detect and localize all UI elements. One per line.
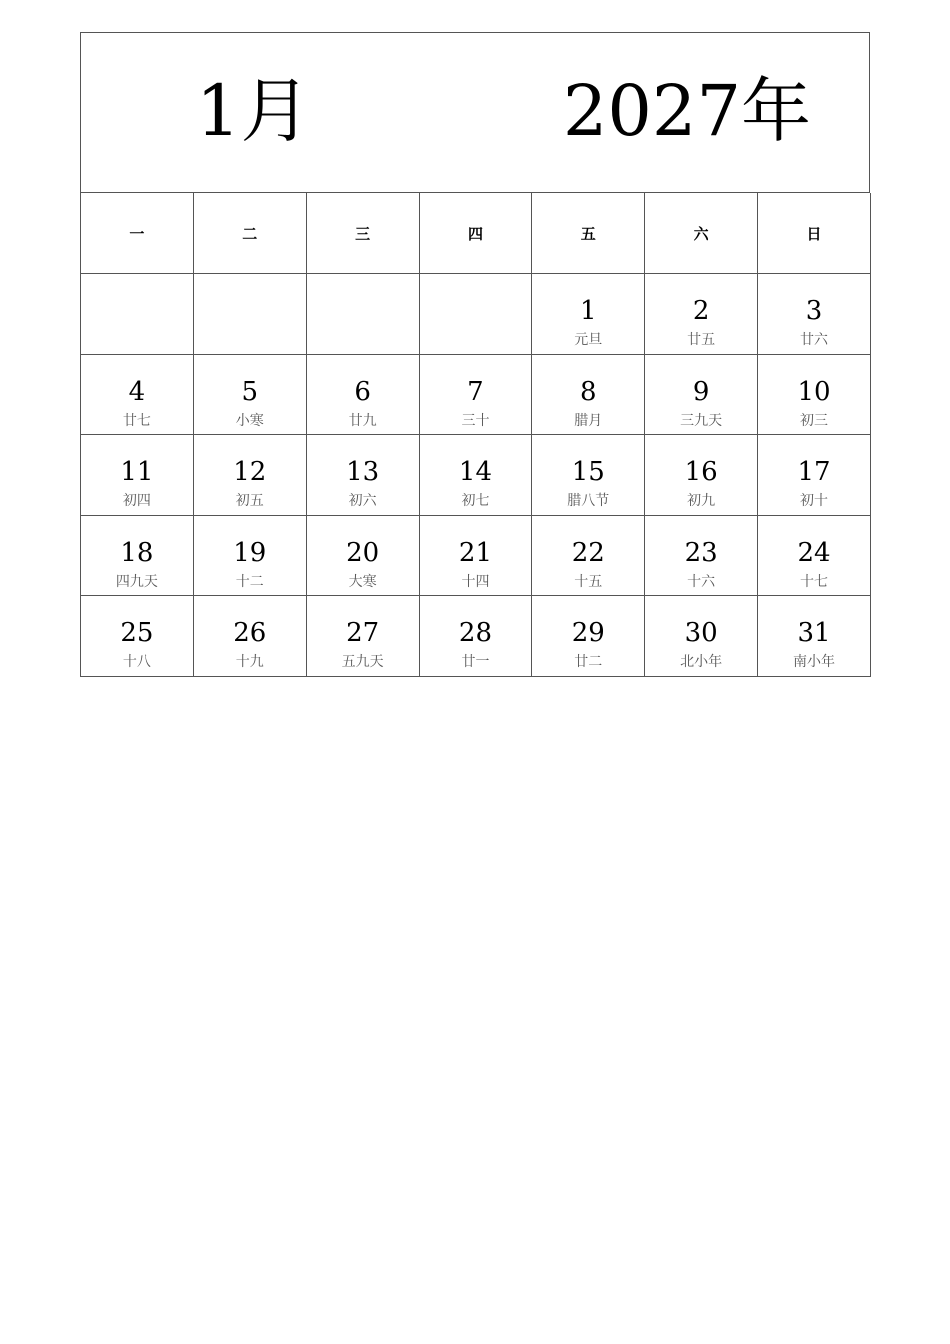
day-number: 25 (120, 618, 154, 649)
weekday-monday: 一 (81, 193, 194, 274)
day-cell (194, 596, 307, 677)
lunar-date: 三十 (461, 412, 490, 429)
day-number: 22 (571, 537, 605, 568)
lunar-date: 廿六 (799, 332, 828, 348)
lunar-date: 十八 (122, 654, 151, 671)
lunar-date: 三九天 (680, 412, 723, 429)
day-number: 30 (684, 618, 718, 649)
lunar-date: 腊月 (574, 412, 603, 429)
day-cell (420, 435, 533, 516)
lunar-date: 元旦 (574, 332, 603, 348)
weekday-thursday: 四 (420, 193, 533, 274)
month-title: 1月 (196, 70, 311, 152)
empty-day-cell (307, 274, 420, 355)
day-number: 28 (458, 618, 492, 649)
week-row (81, 596, 870, 677)
day-cell (307, 516, 420, 597)
lunar-date: 四九天 (115, 573, 158, 590)
day-cell (420, 596, 533, 677)
day-number: 23 (684, 537, 718, 568)
day-cell (645, 355, 758, 436)
lunar-date: 初九 (687, 493, 716, 510)
day-cell (645, 596, 758, 677)
day-cell (81, 355, 194, 436)
lunar-date: 十七 (799, 573, 828, 590)
day-number: 6 (354, 376, 371, 407)
week-row (81, 435, 870, 516)
day-cell (645, 435, 758, 516)
empty-day-cell (81, 274, 194, 355)
calendar-grid (81, 274, 870, 677)
lunar-date: 十四 (461, 573, 490, 590)
day-number: 15 (571, 457, 605, 488)
empty-day-cell (420, 274, 533, 355)
lunar-date: 廿九 (348, 412, 377, 429)
empty-day-cell (194, 274, 307, 355)
weekday-tuesday: 二 (194, 193, 307, 274)
day-cell (758, 435, 871, 516)
day-cell (194, 516, 307, 597)
day-number: 3 (805, 296, 823, 326)
day-cell (758, 355, 871, 436)
day-number: 5 (241, 376, 259, 407)
lunar-date: 腊八节 (567, 493, 610, 510)
day-cell (194, 435, 307, 516)
lunar-date: 大寒 (348, 573, 377, 590)
day-number: 26 (233, 618, 267, 649)
day-cell (81, 596, 194, 677)
day-cell (81, 516, 194, 597)
lunar-date: 十五 (574, 573, 603, 590)
lunar-date: 初三 (799, 412, 828, 429)
day-number: 11 (120, 457, 154, 488)
year-title: 2027年 (562, 70, 811, 152)
day-cell (758, 516, 871, 597)
day-number: 9 (692, 376, 710, 407)
lunar-date: 初五 (235, 493, 264, 510)
day-cell (81, 435, 194, 516)
day-number: 4 (128, 376, 146, 407)
day-cell (645, 274, 758, 355)
day-number: 17 (797, 457, 831, 488)
day-cell (645, 516, 758, 597)
day-cell (307, 596, 420, 677)
day-number: 12 (233, 457, 267, 488)
lunar-date: 北小年 (680, 654, 723, 671)
lunar-date: 廿二 (574, 654, 603, 671)
weekday-saturday: 六 (645, 193, 758, 274)
day-number: 7 (467, 376, 484, 407)
lunar-date: 十九 (235, 654, 264, 671)
day-cell (532, 435, 645, 516)
day-cell (420, 355, 533, 436)
lunar-date: 廿一 (461, 654, 490, 671)
weekday-sunday: 日 (758, 193, 871, 274)
lunar-date: 初十 (799, 493, 828, 510)
day-number: 27 (346, 618, 380, 649)
day-cell (307, 355, 420, 436)
day-number: 16 (684, 457, 718, 488)
day-cell (532, 355, 645, 436)
lunar-date: 南小年 (792, 654, 835, 671)
day-number: 8 (580, 376, 597, 407)
lunar-date: 小寒 (235, 412, 264, 429)
weekday-friday: 五 (532, 193, 645, 274)
day-number: 20 (346, 537, 380, 568)
day-cell (194, 355, 307, 436)
lunar-date: 廿五 (687, 332, 716, 348)
day-cell (532, 596, 645, 677)
week-row (81, 516, 870, 597)
week-row (81, 355, 870, 436)
day-number: 1 (580, 296, 597, 326)
lunar-date: 十六 (687, 573, 716, 590)
day-number: 29 (571, 618, 605, 649)
day-cell (532, 274, 645, 355)
day-number: 19 (233, 537, 267, 568)
day-cell (532, 516, 645, 597)
lunar-date: 五九天 (341, 654, 384, 671)
lunar-date: 初七 (461, 493, 490, 510)
day-number: 21 (458, 537, 492, 568)
day-number: 13 (346, 457, 380, 488)
week-row (81, 274, 870, 355)
day-number: 31 (797, 618, 831, 649)
day-number: 24 (797, 537, 831, 568)
day-number: 14 (458, 457, 492, 488)
lunar-date: 十二 (235, 573, 264, 590)
lunar-date: 初六 (348, 493, 377, 510)
calendar (80, 32, 870, 677)
day-cell (758, 274, 871, 355)
day-cell (420, 516, 533, 597)
day-cell (758, 596, 871, 677)
lunar-date: 初四 (122, 493, 151, 510)
day-number: 10 (797, 376, 831, 407)
day-cell (307, 435, 420, 516)
lunar-date: 廿七 (122, 412, 151, 429)
day-number: 18 (120, 537, 154, 568)
calendar-header (81, 33, 870, 193)
weekday-wednesday: 三 (307, 193, 420, 274)
weekday-header-row (81, 193, 870, 274)
day-number: 2 (692, 296, 710, 326)
